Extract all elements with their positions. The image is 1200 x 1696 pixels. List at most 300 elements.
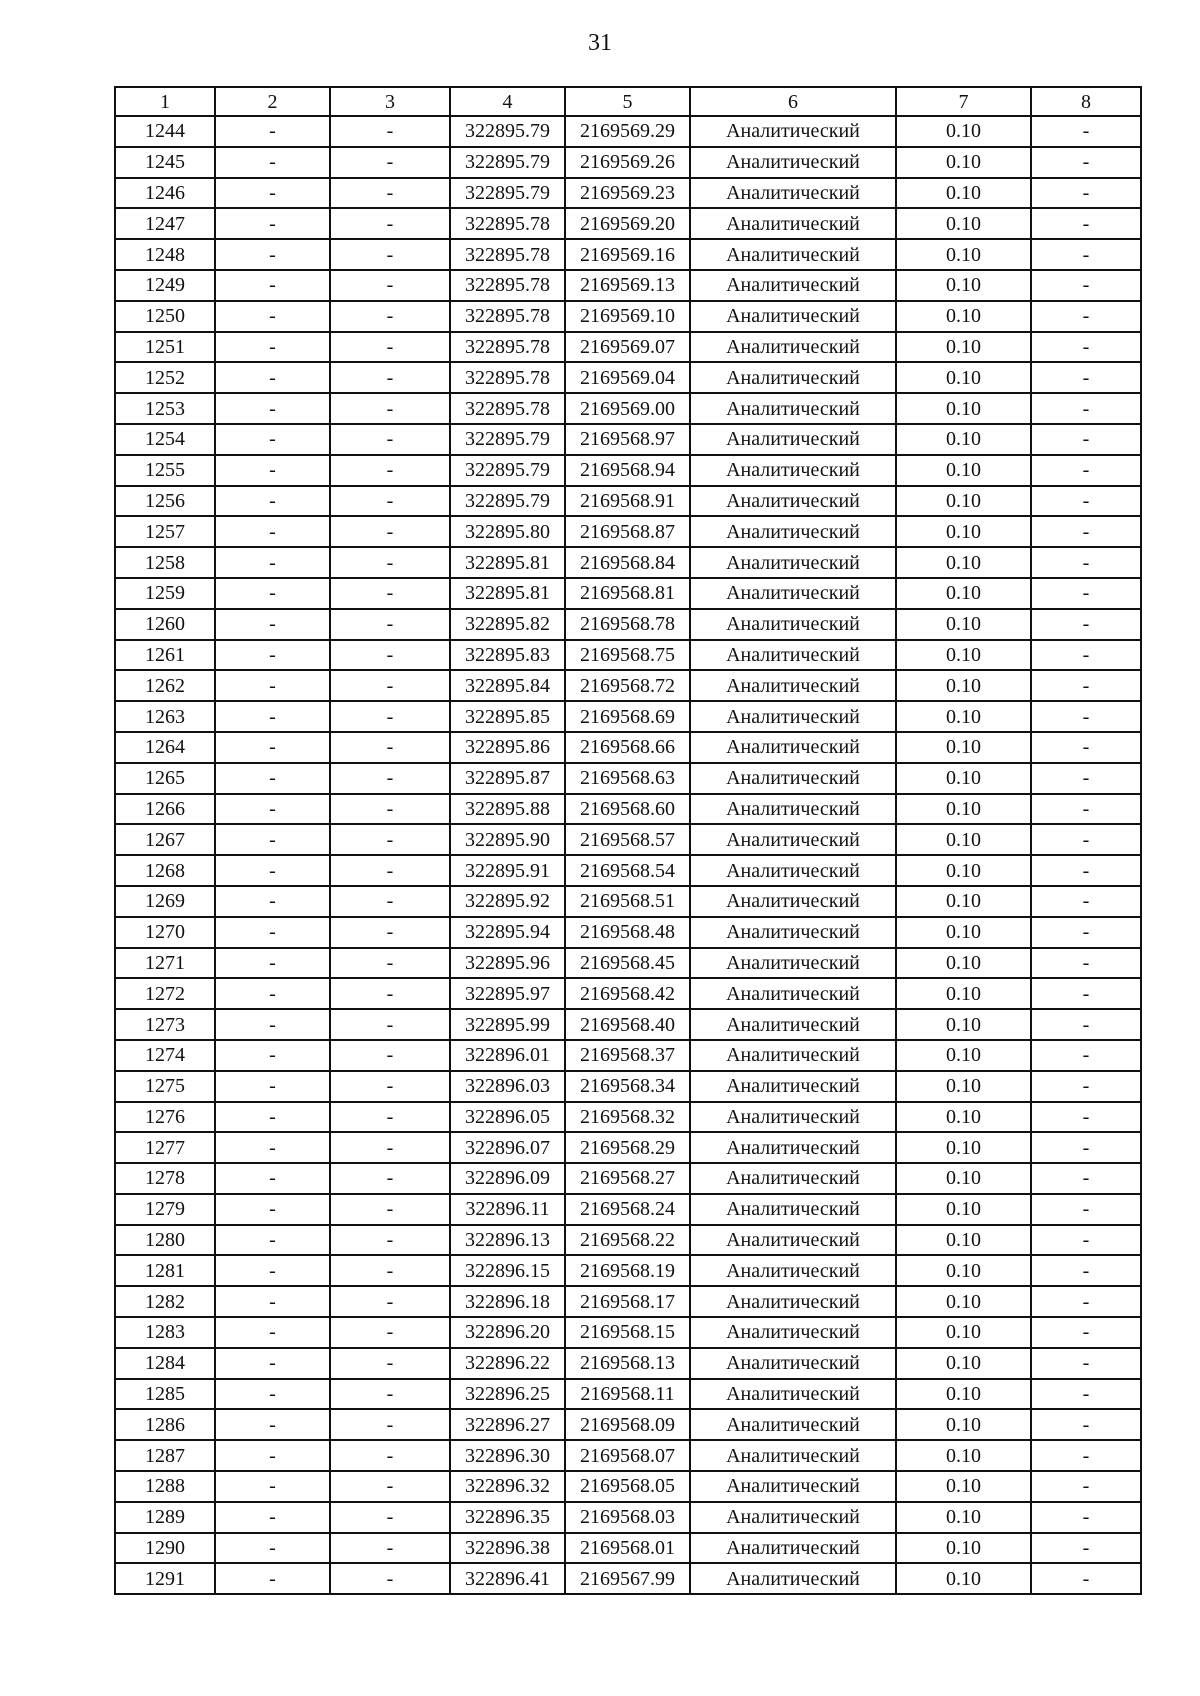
cell-accuracy: 0.10 <box>896 1286 1031 1317</box>
cell-x-coordinate: 322896.25 <box>450 1379 565 1410</box>
cell-method: Аналитический <box>690 301 896 332</box>
cell-accuracy: 0.10 <box>896 855 1031 886</box>
cell-col-3: - <box>330 763 450 794</box>
cell-col-8: - <box>1031 332 1141 363</box>
cell-col-2: - <box>215 609 330 640</box>
cell-col-2: - <box>215 640 330 671</box>
cell-y-coordinate: 2169568.40 <box>565 1009 690 1040</box>
cell-col-2: - <box>215 978 330 1009</box>
cell-method: Аналитический <box>690 640 896 671</box>
table-row <box>115 609 1141 640</box>
cell-method: Аналитический <box>690 1071 896 1102</box>
cell-x-coordinate: 322896.41 <box>450 1563 565 1594</box>
cell-accuracy: 0.10 <box>896 1440 1031 1471</box>
cell-accuracy: 0.10 <box>896 362 1031 393</box>
cell-y-coordinate: 2169568.13 <box>565 1348 690 1379</box>
cell-col-3: - <box>330 270 450 301</box>
table-row <box>115 978 1141 1009</box>
table-row <box>115 763 1141 794</box>
cell-point-number: 1281 <box>115 1255 215 1286</box>
cell-col-2: - <box>215 178 330 209</box>
cell-method: Аналитический <box>690 486 896 517</box>
table-row <box>115 301 1141 332</box>
table-body <box>115 116 1141 1594</box>
page-number: 31 <box>588 30 612 56</box>
table-row <box>115 670 1141 701</box>
cell-col-8: - <box>1031 455 1141 486</box>
cell-col-2: - <box>215 670 330 701</box>
cell-y-coordinate: 2169568.97 <box>565 424 690 455</box>
cell-col-2: - <box>215 270 330 301</box>
column-header: 7 <box>896 87 1031 116</box>
cell-point-number: 1252 <box>115 362 215 393</box>
cell-col-3: - <box>330 239 450 270</box>
cell-point-number: 1278 <box>115 1163 215 1194</box>
cell-col-8: - <box>1031 1409 1141 1440</box>
cell-col-3: - <box>330 208 450 239</box>
cell-point-number: 1274 <box>115 1040 215 1071</box>
cell-x-coordinate: 322895.79 <box>450 178 565 209</box>
cell-y-coordinate: 2169568.66 <box>565 732 690 763</box>
cell-method: Аналитический <box>690 424 896 455</box>
cell-point-number: 1288 <box>115 1471 215 1502</box>
cell-method: Аналитический <box>690 1440 896 1471</box>
table-row <box>115 1533 1141 1564</box>
cell-y-coordinate: 2169568.60 <box>565 794 690 825</box>
cell-col-2: - <box>215 1132 330 1163</box>
cell-method: Аналитический <box>690 455 896 486</box>
table-row <box>115 1379 1141 1410</box>
cell-col-8: - <box>1031 1009 1141 1040</box>
cell-col-8: - <box>1031 1502 1141 1533</box>
cell-point-number: 1286 <box>115 1409 215 1440</box>
cell-y-coordinate: 2169568.05 <box>565 1471 690 1502</box>
table-row <box>115 547 1141 578</box>
cell-col-2: - <box>215 855 330 886</box>
cell-x-coordinate: 322895.85 <box>450 701 565 732</box>
cell-x-coordinate: 322895.94 <box>450 917 565 948</box>
cell-accuracy: 0.10 <box>896 732 1031 763</box>
cell-x-coordinate: 322895.78 <box>450 393 565 424</box>
cell-x-coordinate: 322896.11 <box>450 1194 565 1225</box>
table-row <box>115 1255 1141 1286</box>
cell-point-number: 1279 <box>115 1194 215 1225</box>
cell-accuracy: 0.10 <box>896 640 1031 671</box>
cell-method: Аналитический <box>690 732 896 763</box>
cell-y-coordinate: 2169568.09 <box>565 1409 690 1440</box>
cell-accuracy: 0.10 <box>896 1163 1031 1194</box>
cell-method: Аналитический <box>690 578 896 609</box>
cell-col-2: - <box>215 1163 330 1194</box>
cell-accuracy: 0.10 <box>896 948 1031 979</box>
cell-accuracy: 0.10 <box>896 1102 1031 1133</box>
cell-y-coordinate: 2169568.57 <box>565 824 690 855</box>
cell-point-number: 1280 <box>115 1225 215 1256</box>
cell-x-coordinate: 322895.79 <box>450 424 565 455</box>
cell-col-8: - <box>1031 948 1141 979</box>
cell-col-3: - <box>330 609 450 640</box>
cell-col-8: - <box>1031 1071 1141 1102</box>
cell-col-2: - <box>215 886 330 917</box>
table-row <box>115 1440 1141 1471</box>
cell-col-8: - <box>1031 362 1141 393</box>
table-row <box>115 486 1141 517</box>
cell-method: Аналитический <box>690 1163 896 1194</box>
cell-col-8: - <box>1031 1379 1141 1410</box>
cell-col-8: - <box>1031 1471 1141 1502</box>
cell-point-number: 1287 <box>115 1440 215 1471</box>
cell-accuracy: 0.10 <box>896 486 1031 517</box>
coordinates-table <box>114 86 1142 1595</box>
cell-col-8: - <box>1031 1132 1141 1163</box>
cell-x-coordinate: 322896.20 <box>450 1317 565 1348</box>
cell-y-coordinate: 2169568.69 <box>565 701 690 732</box>
cell-point-number: 1253 <box>115 393 215 424</box>
cell-col-3: - <box>330 1132 450 1163</box>
cell-point-number: 1284 <box>115 1348 215 1379</box>
cell-y-coordinate: 2169568.42 <box>565 978 690 1009</box>
cell-col-2: - <box>215 1348 330 1379</box>
cell-x-coordinate: 322896.32 <box>450 1471 565 1502</box>
cell-y-coordinate: 2169568.32 <box>565 1102 690 1133</box>
cell-col-3: - <box>330 1379 450 1410</box>
cell-method: Аналитический <box>690 917 896 948</box>
cell-y-coordinate: 2169569.10 <box>565 301 690 332</box>
cell-method: Аналитический <box>690 1348 896 1379</box>
cell-point-number: 1261 <box>115 640 215 671</box>
cell-accuracy: 0.10 <box>896 208 1031 239</box>
cell-point-number: 1248 <box>115 239 215 270</box>
cell-y-coordinate: 2169567.99 <box>565 1563 690 1594</box>
cell-accuracy: 0.10 <box>896 1471 1031 1502</box>
table-row <box>115 270 1141 301</box>
cell-col-2: - <box>215 547 330 578</box>
cell-accuracy: 0.10 <box>896 886 1031 917</box>
cell-col-2: - <box>215 732 330 763</box>
table-row <box>115 393 1141 424</box>
cell-col-3: - <box>330 1502 450 1533</box>
cell-accuracy: 0.10 <box>896 1009 1031 1040</box>
cell-col-2: - <box>215 301 330 332</box>
cell-col-3: - <box>330 1348 450 1379</box>
cell-x-coordinate: 322896.22 <box>450 1348 565 1379</box>
cell-x-coordinate: 322895.79 <box>450 147 565 178</box>
cell-col-8: - <box>1031 270 1141 301</box>
cell-method: Аналитический <box>690 239 896 270</box>
cell-y-coordinate: 2169568.34 <box>565 1071 690 1102</box>
column-header: 1 <box>115 87 215 116</box>
cell-method: Аналитический <box>690 1102 896 1133</box>
table-header-row <box>115 87 1141 116</box>
cell-col-8: - <box>1031 147 1141 178</box>
cell-x-coordinate: 322895.86 <box>450 732 565 763</box>
cell-method: Аналитический <box>690 886 896 917</box>
cell-col-8: - <box>1031 1040 1141 1071</box>
cell-accuracy: 0.10 <box>896 178 1031 209</box>
cell-y-coordinate: 2169569.07 <box>565 332 690 363</box>
cell-y-coordinate: 2169568.24 <box>565 1194 690 1225</box>
cell-method: Аналитический <box>690 362 896 393</box>
cell-x-coordinate: 322895.80 <box>450 516 565 547</box>
cell-col-2: - <box>215 824 330 855</box>
cell-method: Аналитический <box>690 1225 896 1256</box>
cell-col-3: - <box>330 1163 450 1194</box>
cell-col-8: - <box>1031 1533 1141 1564</box>
cell-accuracy: 0.10 <box>896 455 1031 486</box>
cell-col-3: - <box>330 516 450 547</box>
cell-x-coordinate: 322895.81 <box>450 547 565 578</box>
cell-method: Аналитический <box>690 1255 896 1286</box>
table-row <box>115 1471 1141 1502</box>
cell-method: Аналитический <box>690 763 896 794</box>
cell-col-8: - <box>1031 301 1141 332</box>
cell-col-3: - <box>330 301 450 332</box>
cell-accuracy: 0.10 <box>896 1409 1031 1440</box>
cell-col-3: - <box>330 393 450 424</box>
cell-col-2: - <box>215 794 330 825</box>
cell-col-8: - <box>1031 516 1141 547</box>
cell-accuracy: 0.10 <box>896 547 1031 578</box>
cell-x-coordinate: 322895.79 <box>450 486 565 517</box>
cell-col-3: - <box>330 455 450 486</box>
cell-col-2: - <box>215 1533 330 1564</box>
cell-col-3: - <box>330 1071 450 1102</box>
cell-x-coordinate: 322896.27 <box>450 1409 565 1440</box>
cell-accuracy: 0.10 <box>896 270 1031 301</box>
cell-accuracy: 0.10 <box>896 1225 1031 1256</box>
cell-y-coordinate: 2169569.23 <box>565 178 690 209</box>
cell-point-number: 1258 <box>115 547 215 578</box>
cell-point-number: 1245 <box>115 147 215 178</box>
cell-y-coordinate: 2169568.03 <box>565 1502 690 1533</box>
cell-method: Аналитический <box>690 1379 896 1410</box>
cell-col-3: - <box>330 1471 450 1502</box>
cell-col-3: - <box>330 886 450 917</box>
cell-accuracy: 0.10 <box>896 393 1031 424</box>
cell-x-coordinate: 322896.05 <box>450 1102 565 1133</box>
cell-y-coordinate: 2169568.84 <box>565 547 690 578</box>
cell-method: Аналитический <box>690 670 896 701</box>
cell-x-coordinate: 322895.99 <box>450 1009 565 1040</box>
cell-accuracy: 0.10 <box>896 1502 1031 1533</box>
cell-y-coordinate: 2169568.22 <box>565 1225 690 1256</box>
cell-col-2: - <box>215 455 330 486</box>
table-row <box>115 855 1141 886</box>
cell-method: Аналитический <box>690 178 896 209</box>
cell-col-3: - <box>330 424 450 455</box>
cell-col-2: - <box>215 1502 330 1533</box>
cell-accuracy: 0.10 <box>896 1132 1031 1163</box>
cell-x-coordinate: 322895.78 <box>450 239 565 270</box>
table-row <box>115 1225 1141 1256</box>
cell-point-number: 1246 <box>115 178 215 209</box>
cell-col-8: - <box>1031 1348 1141 1379</box>
table-row <box>115 1317 1141 1348</box>
cell-y-coordinate: 2169569.29 <box>565 116 690 147</box>
cell-x-coordinate: 322896.01 <box>450 1040 565 1071</box>
cell-col-3: - <box>330 332 450 363</box>
cell-col-8: - <box>1031 732 1141 763</box>
cell-x-coordinate: 322896.09 <box>450 1163 565 1194</box>
cell-col-3: - <box>330 978 450 1009</box>
cell-y-coordinate: 2169568.75 <box>565 640 690 671</box>
cell-point-number: 1265 <box>115 763 215 794</box>
cell-col-2: - <box>215 208 330 239</box>
table-row <box>115 362 1141 393</box>
table-row <box>115 332 1141 363</box>
cell-point-number: 1251 <box>115 332 215 363</box>
cell-col-3: - <box>330 1040 450 1071</box>
cell-point-number: 1254 <box>115 424 215 455</box>
cell-method: Аналитический <box>690 1009 896 1040</box>
cell-col-3: - <box>330 917 450 948</box>
cell-point-number: 1249 <box>115 270 215 301</box>
cell-accuracy: 0.10 <box>896 332 1031 363</box>
cell-accuracy: 0.10 <box>896 516 1031 547</box>
cell-col-8: - <box>1031 917 1141 948</box>
cell-method: Аналитический <box>690 332 896 363</box>
cell-col-2: - <box>215 948 330 979</box>
cell-y-coordinate: 2169568.51 <box>565 886 690 917</box>
cell-method: Аналитический <box>690 516 896 547</box>
cell-method: Аналитический <box>690 824 896 855</box>
cell-col-3: - <box>330 1317 450 1348</box>
cell-x-coordinate: 322895.79 <box>450 116 565 147</box>
cell-accuracy: 0.10 <box>896 824 1031 855</box>
cell-method: Аналитический <box>690 1409 896 1440</box>
cell-y-coordinate: 2169569.04 <box>565 362 690 393</box>
cell-accuracy: 0.10 <box>896 609 1031 640</box>
cell-col-3: - <box>330 1009 450 1040</box>
cell-x-coordinate: 322895.96 <box>450 948 565 979</box>
cell-col-8: - <box>1031 1317 1141 1348</box>
cell-col-2: - <box>215 393 330 424</box>
cell-point-number: 1283 <box>115 1317 215 1348</box>
cell-col-8: - <box>1031 670 1141 701</box>
cell-col-8: - <box>1031 1225 1141 1256</box>
cell-col-2: - <box>215 516 330 547</box>
cell-x-coordinate: 322896.35 <box>450 1502 565 1533</box>
cell-point-number: 1273 <box>115 1009 215 1040</box>
cell-x-coordinate: 322896.38 <box>450 1533 565 1564</box>
cell-col-8: - <box>1031 178 1141 209</box>
cell-col-2: - <box>215 1225 330 1256</box>
cell-col-8: - <box>1031 1255 1141 1286</box>
cell-x-coordinate: 322896.18 <box>450 1286 565 1317</box>
table-row <box>115 424 1141 455</box>
cell-col-2: - <box>215 1255 330 1286</box>
cell-col-8: - <box>1031 1286 1141 1317</box>
cell-point-number: 1244 <box>115 116 215 147</box>
cell-y-coordinate: 2169568.07 <box>565 1440 690 1471</box>
cell-method: Аналитический <box>690 794 896 825</box>
cell-col-8: - <box>1031 116 1141 147</box>
cell-col-3: - <box>330 1563 450 1594</box>
cell-point-number: 1272 <box>115 978 215 1009</box>
table-row <box>115 948 1141 979</box>
cell-y-coordinate: 2169569.13 <box>565 270 690 301</box>
cell-method: Аналитический <box>690 1194 896 1225</box>
cell-accuracy: 0.10 <box>896 1379 1031 1410</box>
cell-method: Аналитический <box>690 1533 896 1564</box>
table-row <box>115 640 1141 671</box>
cell-method: Аналитический <box>690 1132 896 1163</box>
cell-col-8: - <box>1031 424 1141 455</box>
cell-method: Аналитический <box>690 1471 896 1502</box>
cell-col-3: - <box>330 701 450 732</box>
cell-point-number: 1271 <box>115 948 215 979</box>
cell-col-2: - <box>215 1009 330 1040</box>
cell-accuracy: 0.10 <box>896 578 1031 609</box>
cell-method: Аналитический <box>690 1286 896 1317</box>
cell-accuracy: 0.10 <box>896 1255 1031 1286</box>
cell-col-2: - <box>215 1563 330 1594</box>
cell-accuracy: 0.10 <box>896 147 1031 178</box>
table-row <box>115 1009 1141 1040</box>
cell-point-number: 1276 <box>115 1102 215 1133</box>
cell-point-number: 1289 <box>115 1502 215 1533</box>
table-row <box>115 516 1141 547</box>
cell-accuracy: 0.10 <box>896 1348 1031 1379</box>
cell-x-coordinate: 322895.79 <box>450 455 565 486</box>
cell-col-8: - <box>1031 855 1141 886</box>
cell-col-2: - <box>215 1040 330 1071</box>
column-header: 5 <box>565 87 690 116</box>
cell-col-8: - <box>1031 609 1141 640</box>
cell-point-number: 1282 <box>115 1286 215 1317</box>
cell-accuracy: 0.10 <box>896 116 1031 147</box>
cell-y-coordinate: 2169568.94 <box>565 455 690 486</box>
cell-method: Аналитический <box>690 1317 896 1348</box>
column-header: 3 <box>330 87 450 116</box>
cell-y-coordinate: 2169568.27 <box>565 1163 690 1194</box>
cell-col-8: - <box>1031 640 1141 671</box>
cell-y-coordinate: 2169568.19 <box>565 1255 690 1286</box>
cell-col-2: - <box>215 486 330 517</box>
cell-col-3: - <box>330 147 450 178</box>
cell-point-number: 1277 <box>115 1132 215 1163</box>
cell-col-8: - <box>1031 578 1141 609</box>
cell-col-3: - <box>330 855 450 886</box>
cell-point-number: 1291 <box>115 1563 215 1594</box>
cell-x-coordinate: 322895.88 <box>450 794 565 825</box>
cell-accuracy: 0.10 <box>896 1317 1031 1348</box>
cell-x-coordinate: 322895.90 <box>450 824 565 855</box>
cell-accuracy: 0.10 <box>896 239 1031 270</box>
cell-method: Аналитический <box>690 609 896 640</box>
cell-point-number: 1285 <box>115 1379 215 1410</box>
cell-y-coordinate: 2169568.45 <box>565 948 690 979</box>
cell-accuracy: 0.10 <box>896 1194 1031 1225</box>
cell-x-coordinate: 322895.78 <box>450 362 565 393</box>
cell-y-coordinate: 2169568.54 <box>565 855 690 886</box>
cell-col-3: - <box>330 670 450 701</box>
cell-y-coordinate: 2169568.17 <box>565 1286 690 1317</box>
cell-accuracy: 0.10 <box>896 424 1031 455</box>
cell-col-8: - <box>1031 1102 1141 1133</box>
cell-col-2: - <box>215 116 330 147</box>
cell-x-coordinate: 322895.87 <box>450 763 565 794</box>
cell-col-2: - <box>215 1194 330 1225</box>
column-header: 8 <box>1031 87 1141 116</box>
cell-method: Аналитический <box>690 701 896 732</box>
cell-y-coordinate: 2169569.00 <box>565 393 690 424</box>
cell-col-3: - <box>330 578 450 609</box>
cell-x-coordinate: 322896.03 <box>450 1071 565 1102</box>
cell-col-2: - <box>215 1440 330 1471</box>
cell-col-8: - <box>1031 824 1141 855</box>
cell-col-3: - <box>330 1409 450 1440</box>
